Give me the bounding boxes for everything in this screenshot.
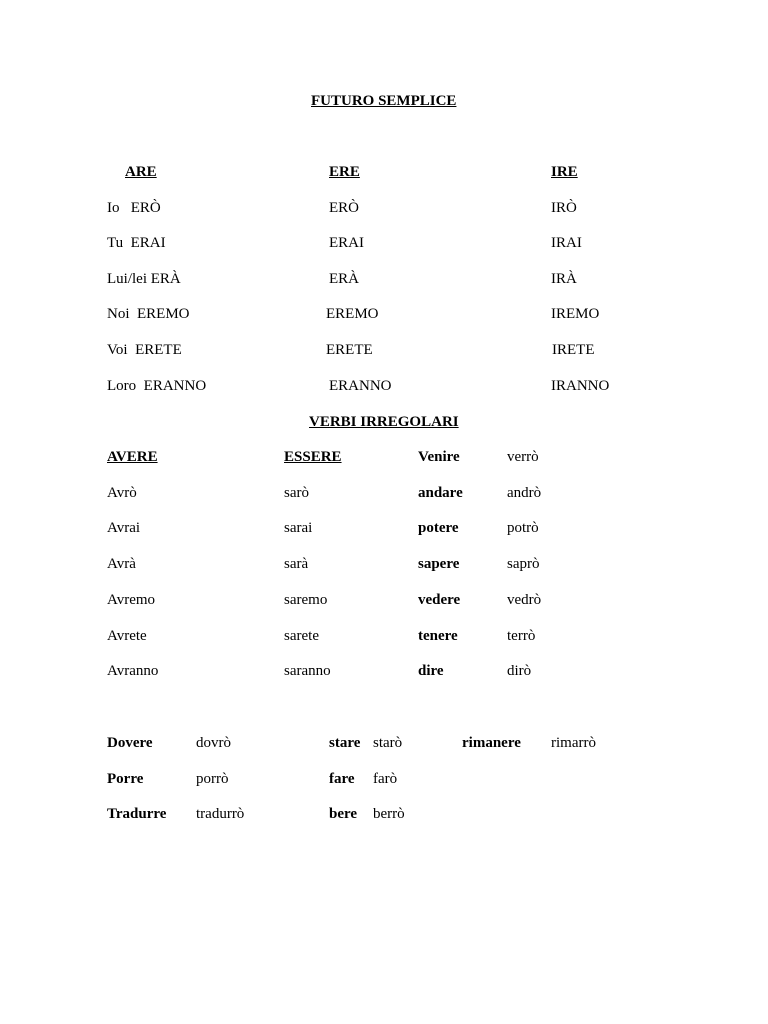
- irregular-future: saprò: [507, 556, 540, 572]
- avere-form: Avrete: [107, 628, 147, 644]
- ire-ending: IREMO: [551, 306, 600, 322]
- row-pronoun: [107, 341, 182, 359]
- ere-ending: ERANNO: [329, 378, 392, 394]
- irregular-title: VERBI IRREGOLARI: [309, 414, 459, 430]
- more-future: tradurrò: [196, 806, 245, 822]
- are-ending: ERÀ: [150, 271, 181, 287]
- irregular-future: dirò: [507, 663, 532, 679]
- header-avere: AVERE: [107, 449, 158, 465]
- avere-form: Avremo: [107, 592, 156, 608]
- ire-ending: IRÒ: [551, 200, 577, 216]
- are-ending: ERAI: [130, 235, 166, 251]
- are-ending: ERÒ: [130, 200, 161, 216]
- pronoun: Lui/lei: [107, 271, 147, 287]
- ire-ending: IRÀ: [551, 271, 577, 287]
- are-ending: EREMO: [137, 306, 190, 322]
- ire-ending: IRANNO: [551, 378, 610, 394]
- irregular-future: andrò: [507, 485, 542, 501]
- irregular-future: vedrò: [507, 592, 542, 608]
- pronoun: Noi: [107, 306, 130, 322]
- header-ire: IRE: [551, 164, 578, 180]
- ere-ending: ERETE: [326, 342, 373, 358]
- irregular-infinitive: Venire: [418, 449, 460, 465]
- page-title: FUTURO SEMPLICE: [311, 93, 457, 109]
- row-pronoun: [107, 199, 161, 217]
- essere-form: saranno: [284, 663, 331, 679]
- row-pronoun: [107, 305, 190, 323]
- ere-ending: EREMO: [326, 306, 379, 322]
- more-infinitive: stare: [329, 735, 361, 751]
- more-future: starò: [373, 735, 403, 751]
- more-infinitive: bere: [329, 806, 358, 822]
- essere-form: sarai: [284, 520, 313, 536]
- irregular-future: potrò: [507, 520, 539, 536]
- irregular-infinitive: potere: [418, 520, 459, 536]
- essere-form: sarete: [284, 628, 319, 644]
- pronoun: Voi: [107, 342, 128, 358]
- avere-form: Avrò: [107, 485, 137, 501]
- ire-ending: IRETE: [552, 342, 595, 358]
- essere-form: saremo: [284, 592, 328, 608]
- avere-form: Avrà: [107, 556, 136, 572]
- avere-form: Avrai: [107, 520, 141, 536]
- more-infinitive: fare: [329, 771, 355, 787]
- ere-ending: ERAI: [329, 235, 364, 251]
- row-pronoun: [107, 377, 206, 395]
- more-future: farò: [373, 771, 398, 787]
- more-infinitive: Porre: [107, 771, 144, 787]
- irregular-infinitive: andare: [418, 485, 463, 501]
- irregular-infinitive: vedere: [418, 592, 461, 608]
- more-infinitive: rimanere: [462, 735, 521, 751]
- more-infinitive: Dovere: [107, 735, 153, 751]
- header-essere: ESSERE: [284, 449, 342, 465]
- irregular-infinitive: tenere: [418, 628, 458, 644]
- more-future: dovrò: [196, 735, 231, 751]
- more-future: rimarrò: [551, 735, 596, 751]
- row-pronoun: [107, 270, 181, 288]
- pronoun: Tu: [107, 235, 124, 251]
- pronoun: Loro: [107, 378, 137, 394]
- avere-form: Avranno: [107, 663, 159, 679]
- irregular-future: terrò: [507, 628, 536, 644]
- irregular-infinitive: dire: [418, 663, 444, 679]
- header-ere: ERE: [329, 164, 360, 180]
- are-ending: ERANNO: [143, 378, 207, 394]
- row-pronoun: [107, 234, 166, 252]
- ire-ending: IRAI: [551, 235, 582, 251]
- more-infinitive: Tradurre: [107, 806, 167, 822]
- essere-form: sarò: [284, 485, 309, 501]
- ere-ending: ERÀ: [329, 271, 359, 287]
- are-ending: ERETE: [135, 342, 182, 358]
- essere-form: sarà: [284, 556, 309, 572]
- irregular-future: verrò: [507, 449, 539, 465]
- ere-ending: ERÒ: [329, 200, 359, 216]
- header-are: ARE: [125, 164, 157, 180]
- irregular-infinitive: sapere: [418, 556, 460, 572]
- pronoun: Io: [107, 200, 120, 216]
- more-future: porrò: [196, 771, 229, 787]
- more-future: berrò: [373, 806, 405, 822]
